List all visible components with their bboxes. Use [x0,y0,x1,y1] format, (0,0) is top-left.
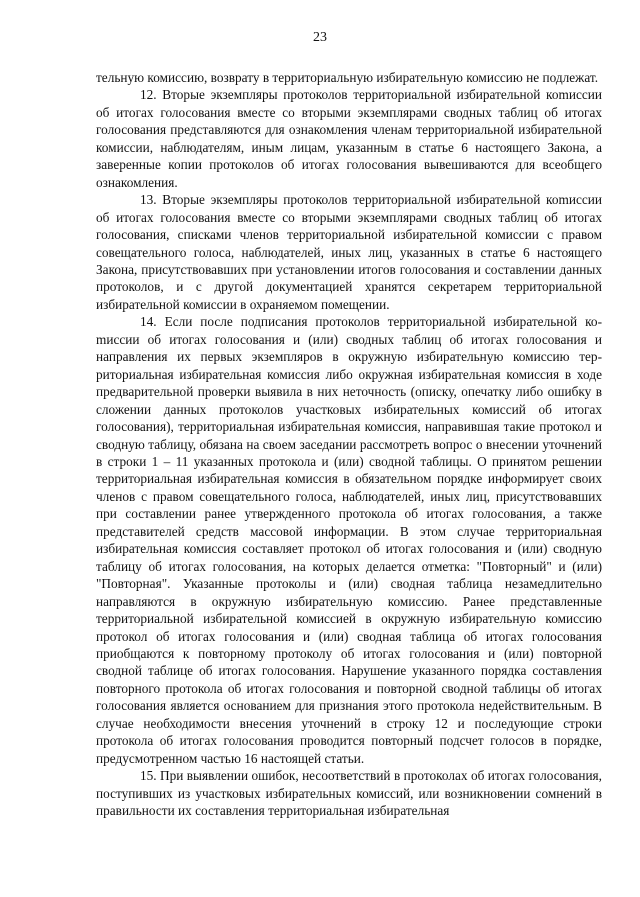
paragraph-continuation: тельную комиссию, возврату в территориальную избирательную комиссию не подлежат. [96,70,599,85]
paragraph-13: 13. Вторые экземпляры протоколов территориальной избирательной коmиссии об итогах голосования вместе со вторыми экземплярами сводных таблиц об итогах голосования, списками членов территориальной избирательной комиссии с правом совещательного голоса, наблюдателей, иных лиц, указанных в статье 6 настоящего Закона, присутствовавших при установлении итогов голосования и составлении данных протоколов, и с другой документацией хранятся секретарем территориальной избирательной комиссии в охраняемом помещении. [96,192,602,312]
document-body [96,69,602,819]
page-number: 23 [313,30,327,45]
paragraph-12: 12. Вторые экземпляры протоколов территориальной избирательной коmиссии об итогах голосования вместе со вторыми экземплярами сводных таблиц об итогах голосования представляются для ознакомления членам территориальной избирательной комиссии, наблюдателям, иным лицам, указанным в статье 6 настоящего Закона, а заверенные копии протоколов об итогах голосования вывешиваются для всеобщего ознакомления. [96,87,602,190]
paragraph-15: 15. При выявлении ошибок, несоответствий в протоколах об итогах голосования, поступивших из участковых избирательных комиссий, или возникновении сомнений в правильности их составления территориальная избирательная [96,768,602,819]
paragraph-14: 14. Если после подписания протоколов территориальной избирательной коmиссии об итогах голосования и (или) сводных таблиц об итогах голосования и направления их первых экземпляров в окружную избирательную комиссию территориальная избирательная комиссия либо окружная избирательная комиссия в ходе предварительной проверки выявила в них неточность (описку, опечатку либо ошибку в сложении данных протоколов участковых избирательных комиссий об итогах голосования), территориальная избирательная комиссия, направившая такие протокол и сводную таблицу, обязана на своем заседании рассмотреть вопрос о внесении уточнений в строки 1 – 11 указанных протокола и (или) сводной таблицы. О принятом решении территориальная избирательная комиссия в обязательном порядке информирует своих членов с правом совещательного голоса, наблюдателей, иных лиц, присутствовавших при составлении ранее утвержденного протокола об итогах голосования, а также представителей средств массовой информации. В этом случае территориальная избирательная комиссия составляет протокол об итогах голосования и (или) сводную таблицу об итогах голосования, на которых делается отметка: "Повторный" и (или) "Повторная". Указанные протоколы и (или) сводная таблица незамедлительно направляются в окружную избирательную комиссию. Ранее представленные территориальной избирательной комиссией в окружную избирательную комиссию протокол об итогах голосования и (или) сводная таблица об итогах голосования приобщаются к повторному протоколу об итогах голосования и (или) повторной сводной таблице об итогах голосования. Нарушение указанного порядка составления повторного протокола об итогах голосования и повторной сводной таблицы об итогах голосования является основанием для признания этого протокола недействительным. В случае необходимости внесения уточнений в строку 12 и последующие строки протокола об итогах голосования проводится повторный подсчет голосов в порядке, предусмотренном частью 16 настоящей статьи. [96,314,602,766]
